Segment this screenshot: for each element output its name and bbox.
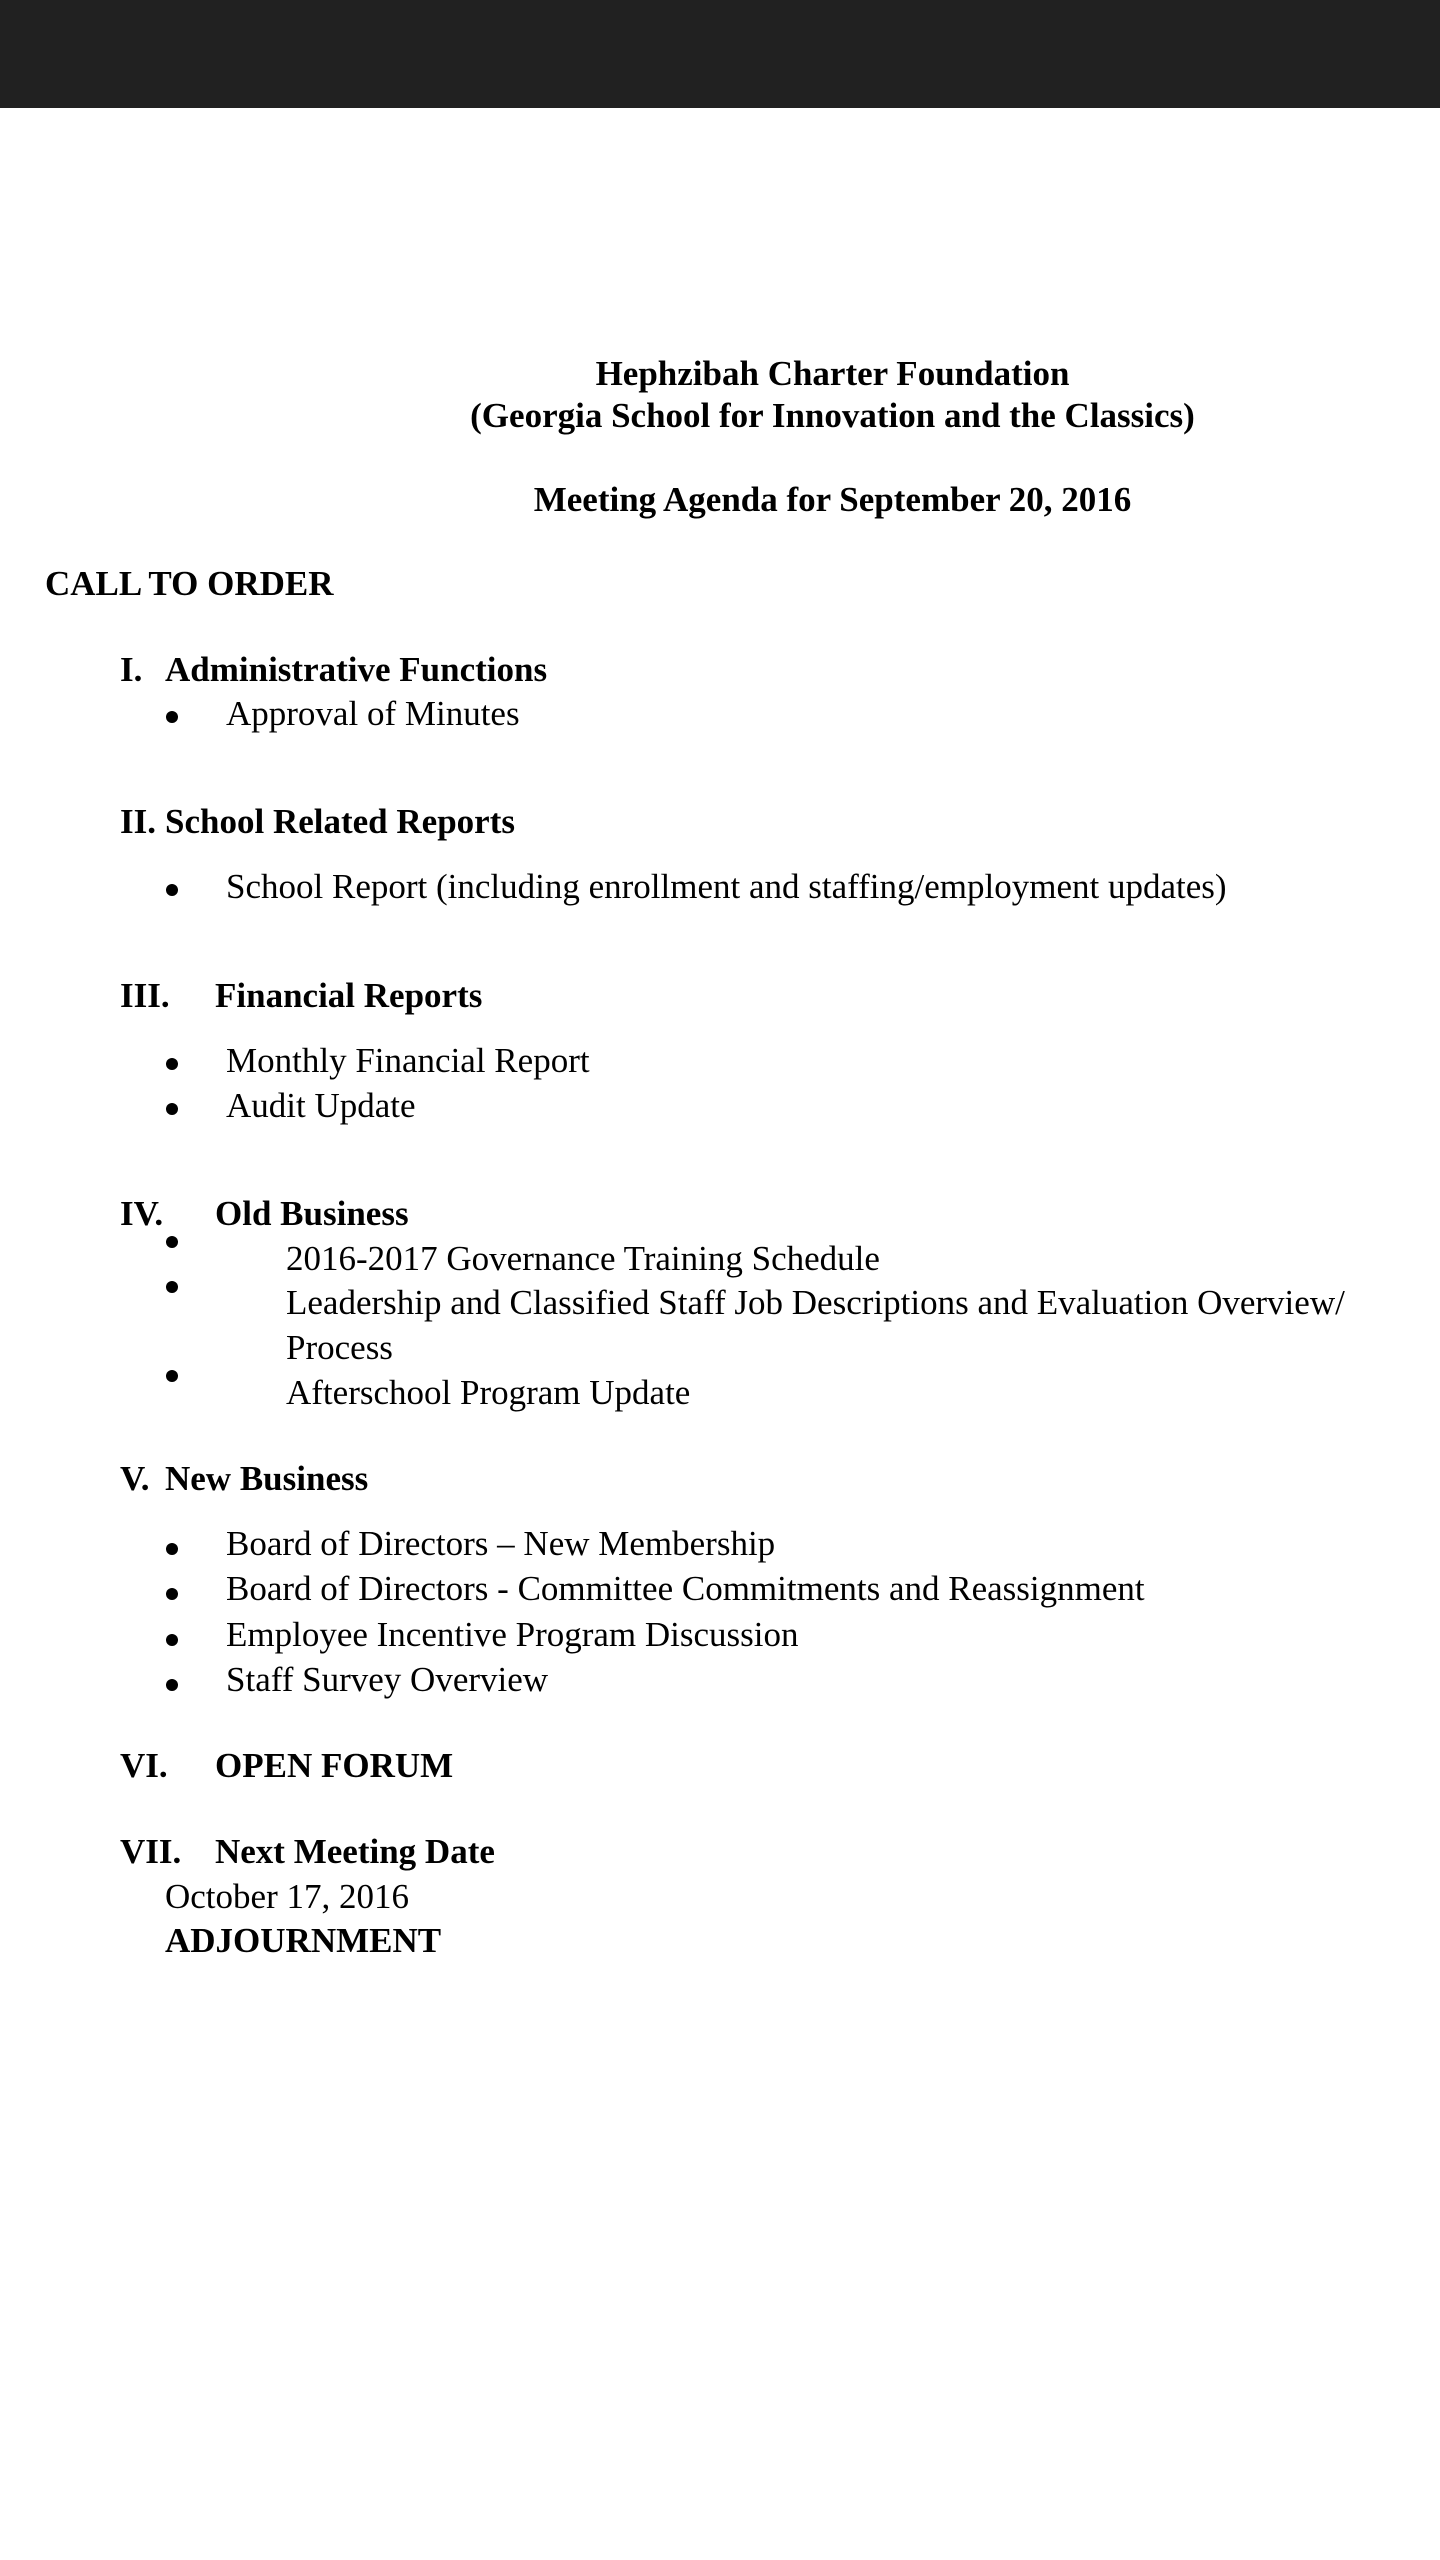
section-heading-administrative: Administrative Functions xyxy=(165,650,548,689)
meeting-title: Meeting Agenda for September 20, 2016 xyxy=(533,480,1132,519)
bullet xyxy=(166,1281,178,1293)
document-page xyxy=(0,108,1440,2560)
bullet xyxy=(166,1588,178,1600)
bullet xyxy=(166,711,178,723)
section-heading-financial-reports: Financial Reports xyxy=(215,976,483,1015)
list-item: Board of Directors – New Membership xyxy=(226,1524,776,1563)
section-heading-school-reports: School Related Reports xyxy=(165,802,515,841)
list-item: Leadership and Classified Staff Job Descriptions and Evaluation Overview/ xyxy=(286,1283,1345,1322)
list-item-continuation: Process xyxy=(286,1328,393,1367)
bullet xyxy=(166,1370,178,1382)
section-numeral: III. xyxy=(120,976,170,1015)
section-numeral: II. xyxy=(120,802,156,841)
list-item: Staff Survey Overview xyxy=(226,1660,549,1699)
next-meeting-date: October 17, 2016 xyxy=(165,1877,409,1916)
adjournment-heading: ADJOURNMENT xyxy=(165,1921,442,1960)
organization-title: Hephzibah Charter Foundation xyxy=(595,354,1070,393)
list-item: Monthly Financial Report xyxy=(226,1041,590,1080)
bullet xyxy=(166,1236,178,1248)
section-heading-next-meeting: Next Meeting Date xyxy=(215,1832,495,1871)
list-item: Employee Incentive Program Discussion xyxy=(226,1615,799,1654)
section-heading-old-business: Old Business xyxy=(215,1194,409,1233)
bullet xyxy=(166,884,178,896)
list-item: Board of Directors - Committee Commitments and Reassignment xyxy=(226,1569,1145,1608)
bullet xyxy=(166,1103,178,1115)
section-numeral: IV. xyxy=(120,1194,164,1233)
section-numeral: VI. xyxy=(120,1746,168,1785)
bullet xyxy=(166,1679,178,1691)
bullet xyxy=(166,1058,178,1070)
section-numeral: I. xyxy=(120,650,143,689)
viewer-top-bar xyxy=(0,0,1440,108)
school-subtitle: (Georgia School for Innovation and the Classics) xyxy=(470,396,1195,435)
list-item: School Report (including enrollment and staffing/employment updates) xyxy=(226,867,1227,906)
list-item: Audit Update xyxy=(226,1086,416,1125)
section-numeral: VII. xyxy=(120,1832,182,1871)
call-to-order-heading: CALL TO ORDER xyxy=(45,564,334,603)
bullet xyxy=(166,1634,178,1646)
list-item: Approval of Minutes xyxy=(226,694,520,733)
bullet xyxy=(166,1543,178,1555)
section-numeral: V. xyxy=(120,1459,150,1498)
section-heading-open-forum: OPEN FORUM xyxy=(215,1746,454,1785)
list-item: Afterschool Program Update xyxy=(286,1373,691,1412)
section-heading-new-business: New Business xyxy=(165,1459,369,1498)
list-item: 2016-2017 Governance Training Schedule xyxy=(286,1239,880,1278)
